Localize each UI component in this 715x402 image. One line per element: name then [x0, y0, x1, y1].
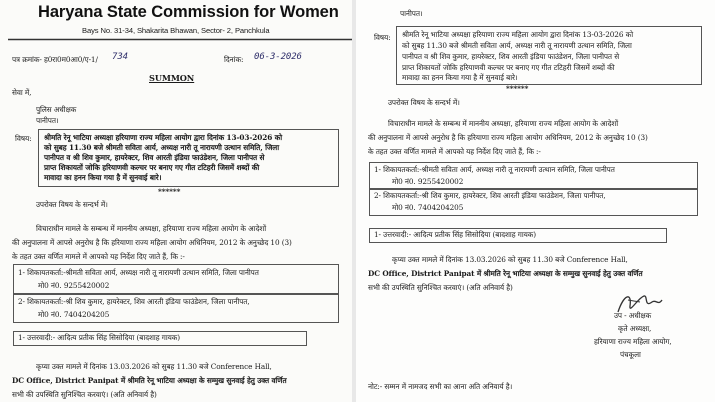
final-line: DC Office, District Panipat में श्रीमति रेनू भाटिया अध्यक्षा के सम्मुख सुनवाई हेतु उक्त वर्णित: [12, 376, 287, 385]
header-rule: [8, 38, 352, 41]
respondent-line: 1- उत्तरवादी:- आदित्य प्रतीक सिंह सिसोदिया (बादशाह गायक): [374, 230, 536, 239]
addressee-line-1: पुलिस अधीक्षक: [36, 105, 77, 114]
summon-page-left: [0, 0, 352, 402]
subject-label: विषय:: [15, 134, 32, 143]
seva-me: सेवा में,: [12, 88, 32, 97]
final-line: सभी की उपस्थिति सुनिश्चित करवाएं। (अति अनिवार्य है): [368, 283, 513, 292]
reference-line: उपरोक्त विषय के सन्दर्भ में।: [388, 98, 460, 107]
complainant-2-phone: मो0 नं0. 7404204205: [38, 310, 110, 319]
complainant-1-phone: मो0 नं0. 9255420002: [38, 281, 110, 290]
subject-line: मावादा का हनन किया गया है में सुनवाई बारे।: [402, 73, 518, 82]
signatory-line: उप - अधीक्षक: [614, 311, 652, 320]
subject-label: विषय:: [374, 33, 391, 42]
respondent-line: 1- उत्तरवादी:- आदित्य प्रतीक सिंह सिसोदिया (बादशाह गायक): [18, 333, 180, 342]
stars-divider: ******: [158, 187, 181, 196]
body-line: विचाराधीन मामले के सम्बन्ध में माननीय अध्यक्षा, हरियाणा राज्य महिला आयोग के आदेशों: [36, 224, 267, 233]
complainant-1-phone: मो0 नं0. 9255420002: [392, 177, 464, 186]
subject-line: श्रीमति रेनू भाटिया अध्यक्षा हरियाणा राज्य महिला आयोग द्वारा दिनांक 13-03-2026 को: [402, 30, 634, 39]
body-line: की अनुपालना में आपसे अनुरोध है कि हरियाणा राज्य महिला आयोग अधिनियम, 2012 के अनुच्छेद 10 (3): [368, 133, 648, 142]
subject-line: पानीपत व श्री शिव कुमार, हायरेक्टर, शिव आरती इंडिया फाउंडेशन, जिला पानीपत से: [402, 52, 620, 61]
subject-line: प्राप्त शिकायतों जोकि हरियाणवी कल्चर पर बनाए गए गीत टटिहरी जिसमें शब्दों की: [44, 163, 260, 172]
reference-line: उपरोक्त विषय के सन्दर्भ में।: [36, 200, 108, 209]
addressee-line-2: पानीपत।: [400, 9, 423, 18]
note-line: नोट:- सम्मन में नामजद सभी का आना अति अनिवार्य है।: [368, 382, 513, 391]
body-line: के तहत उक्त वर्णित मामले में आपको यह निर्देश दिए जाते हैं, कि :-: [12, 252, 185, 261]
final-line: कृप्या उक्त मामले में दिनांक 13.03.2026 को सुबह 11.30 बजे Conference Hall,: [36, 362, 272, 371]
complainant-1-line: 1- शिकायतकर्ता:-श्रीमती सविता आर्य, अध्यक्ष नारी तू नारायणी उत्थान समिति, जिला पानीपत: [18, 268, 259, 277]
date-value: 06-3-2026: [254, 52, 302, 62]
subject-line: को सुबह 11.30 बजे श्रीमती सविता आर्य, अध्यक्ष नारी तू नारायणी उत्थान समिति, जिला: [402, 41, 632, 50]
subject-line: मावादा का हनन किया गया है में सुनवाई बारे।: [44, 173, 162, 182]
body-line: विचाराधीन मामले के सम्बन्ध में माननीय अध्यक्षा, हरियाणा राज्य महिला आयोग के आदेशों: [388, 119, 619, 128]
complainant-2-line: 2- शिकायतकर्ता:-श्री शिव कुमार, हायरेक्टर, शिव आरती इंडिया फाउंडेशन, जिला पानीपत,: [374, 191, 606, 200]
summon-page-right: [356, 0, 715, 402]
org-address: Bays No. 31-34, Shakarita Bhawan, Sector- 2, Panchkula: [82, 26, 270, 35]
signatory-line: हरियाणा राज्य महिला आयोग,: [594, 337, 672, 346]
org-title: Haryana State Commission for Women: [38, 3, 339, 21]
summon-heading: SUMMON: [149, 73, 195, 83]
subject-line: प्राप्त शिकायतों जोकि हरियाणवी कल्चर पर बनाए गए गीत टटिहरी जिसमें शब्दों की: [402, 63, 615, 72]
body-line: के तहत उक्त वर्णित मामले में आपको यह निर्देश दिए जाते हैं, कि :-: [368, 147, 541, 156]
final-line: सभी की उपस्थिति सुनिश्चित करवाएं। (अति अनिवार्य है): [12, 390, 157, 399]
subject-line: को सुबह 11.30 बजे श्रीमती सविता आर्य, अध्यक्ष नारी तू नारायणी उत्थान समिति, जिला: [44, 143, 280, 152]
final-line: कृप्या उक्त मामले में दिनांक 13.03.2026 को सुबह 11.30 बजे Conference Hall,: [392, 255, 628, 264]
body-line: की अनुपालना में आपसे अनुरोध है कि हरियाणा राज्य महिला आयोग अधिनियम, 2012 के अनुच्छेद 10 (3): [12, 238, 292, 247]
final-line: DC Office, District Panipat में श्रीमति रेनू भाटिया अध्यक्षा के सम्मुख सुनवाई हेतु उक्त वर्णित: [368, 269, 643, 278]
stars-divider: ******: [506, 84, 529, 93]
complainant-2-phone: मो0 नं0. 7404204205: [392, 203, 464, 212]
subject-line: पानीपत व श्री शिव कुमार, हायरेक्टर, शिव आरती इंडिया फाउंडेशन, जिला पानीपत से: [44, 153, 265, 162]
letter-ref-label: पत्र क्रमांक- ह0रा0म0आ0/ए-1/: [12, 55, 98, 64]
complainant-2-line: 2- शिकायतकर्ता:-श्री शिव कुमार, हायरेक्टर, शिव आरती इंडिया फाउंडेशन, जिला पानीपत,: [18, 297, 250, 306]
letter-ref-number: 734: [112, 52, 128, 62]
signatory-line: पंचकूला: [620, 350, 641, 359]
addressee-line-2: पानीपत।: [36, 116, 59, 125]
date-label: दिनांक:: [224, 55, 244, 64]
complainant-1-line: 1- शिकायतकर्ता:-श्रीमती सविता आर्य, अध्यक्ष नारी तू नारायणी उत्थान समिति, जिला पानीपत: [374, 165, 615, 174]
subject-line: श्रीमति रेनू भाटिया अध्यक्षा हरियाणा राज्य महिला आयोग द्वारा दिनांक 13-03-2026 को: [44, 133, 283, 142]
signatory-line: कृते अध्यक्षा,: [618, 324, 652, 333]
